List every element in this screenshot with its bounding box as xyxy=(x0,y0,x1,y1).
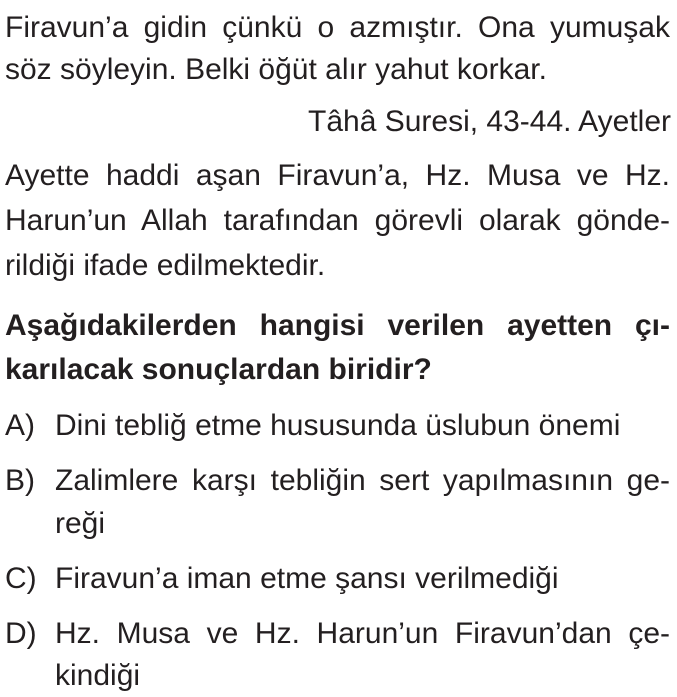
option-d-text-line-2[interactable]: kindiği xyxy=(55,659,141,692)
option-d-text-line-1[interactable]: Hz. Musa ve Hz. Harun’un Firavun’dan çe- xyxy=(55,617,670,650)
quote-source: Tâhâ Suresi, 43-44. Ayetler xyxy=(308,105,671,138)
question-line-1: Aşağıdakilerden hangisi verilen ayetten çı- xyxy=(5,309,670,342)
explanation-line-2: Harun’un Allah tarafından görevli olarak gönde- xyxy=(5,204,670,237)
option-b-letter[interactable]: B) xyxy=(5,464,35,497)
question-line-2: karılacak sonuçlardan biridir? xyxy=(5,353,432,386)
option-b-text-line-1[interactable]: Zalimlere karşı tebliğin sert yapılmasının ge- xyxy=(55,464,670,497)
explanation-line-3: rildiği ifade edilmektedir. xyxy=(5,249,326,282)
quote-line-1: Firavun’a gidin çünkü o azmıştır. Ona yumuşak xyxy=(5,11,670,44)
quote-line-2: söz söyleyin. Belki öğüt alır yahut korkar. xyxy=(5,53,547,86)
option-c-text[interactable]: Firavun’a iman etme şansı verilmediği xyxy=(55,562,559,595)
explanation-line-1: Ayette haddi aşan Firavun’a, Hz. Musa ve Hz. xyxy=(5,159,670,192)
option-a-letter[interactable]: A) xyxy=(5,409,35,442)
option-a-text[interactable]: Dini tebliğ etme hususunda üslubun önemi xyxy=(55,409,621,442)
option-b-text-line-2[interactable]: reği xyxy=(55,507,106,540)
option-d-letter[interactable]: D) xyxy=(5,617,37,650)
option-c-letter[interactable]: C) xyxy=(5,562,37,595)
